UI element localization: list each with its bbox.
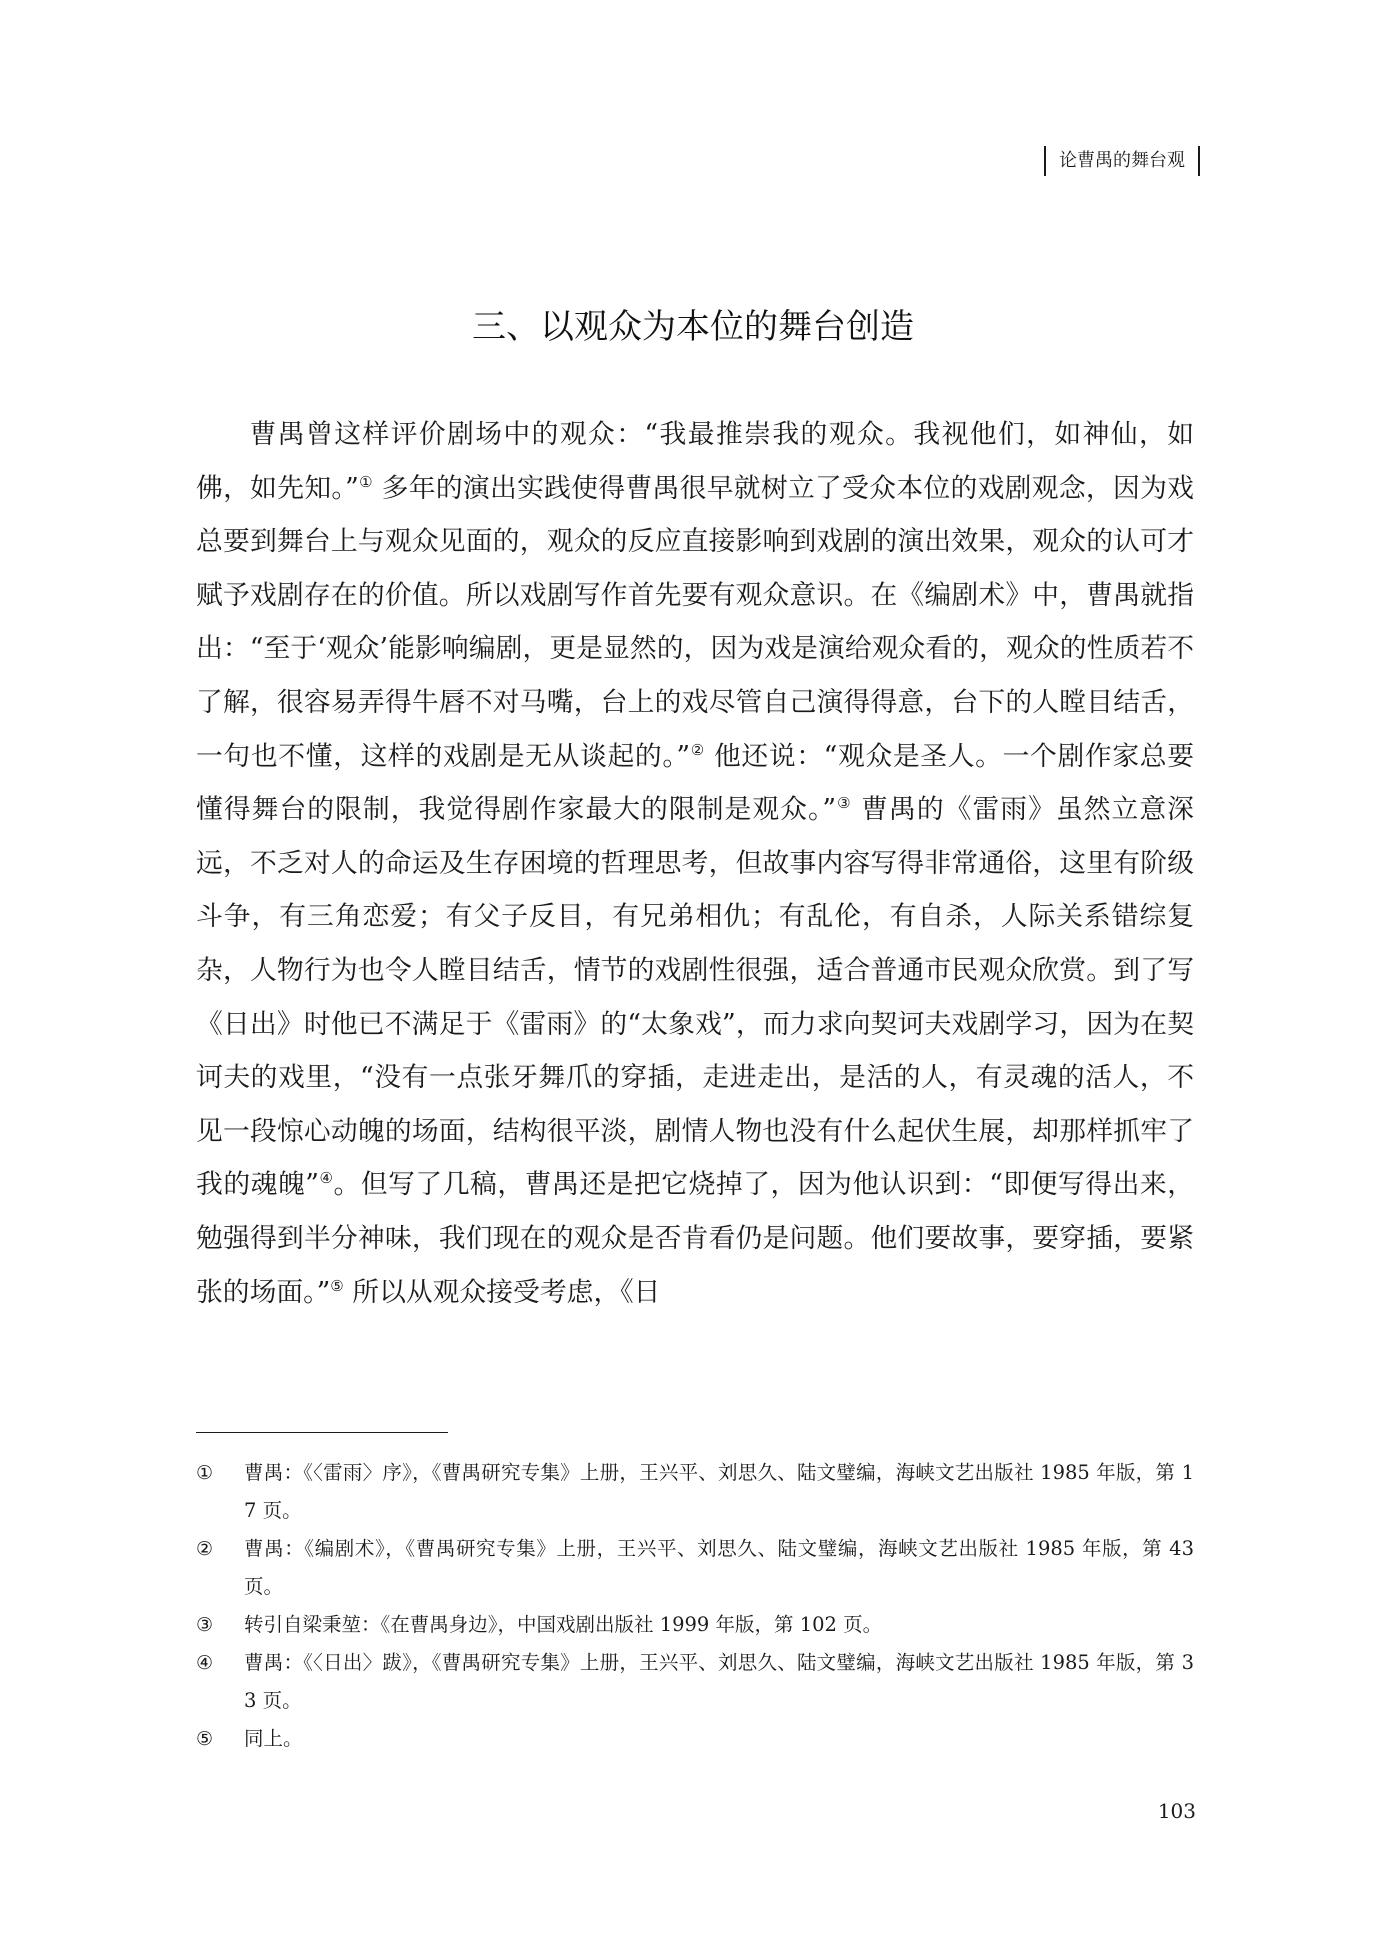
footnote-marker: ① — [196, 1462, 214, 1484]
body-text-segment: 曹禺曾这样评价剧场中的观众：“我最推崇我的观众。我视他们，如神仙，如佛，如先知。” — [196, 419, 1194, 504]
body-text-segment: 多年的演出实践使得曹禺很早就树立了受众本位的戏剧观念，因为戏总要到舞台上与观众见面的，观众的反应直接影响到戏剧的演出效果，观众的认可才赋予戏剧存在的价值。所以戏剧写作首先要有观众意识。在《编剧术》中，曹禺就指出：“至于‘观众’能影响编剧，更是显然的，因为戏是演给观众看的，观众的性质若不了解，很容易弄得牛唇不对马嘴，台上的戏尽管自己演得得意，台下的人瞠目结舌，一句也不懂，这样的戏剧是无从谈起的。” — [196, 472, 1194, 772]
footnote-marker: ③ — [196, 1614, 214, 1636]
footnote-text: 曹禺：《编剧术》，《曹禺研究专集》上册，王兴平、刘思久、陆文璧编，海峡文艺出版社 1985 年版，第 43 页。 — [244, 1537, 1194, 1598]
page-number: 103 — [1157, 1799, 1196, 1823]
running-header-title: 论曹禺的舞台观 — [1059, 150, 1185, 171]
body-text-segment: 他还说：“观众是圣人。一个剧作家总要懂得舞台的限制，我觉得剧作家最大的限制是观众。” — [196, 740, 1194, 826]
footnote-marker: ④ — [196, 1652, 214, 1674]
footnote-reference-2[interactable]: ② — [690, 740, 705, 759]
body-paragraph — [196, 408, 1194, 1319]
footnote-item — [196, 1644, 1194, 1720]
body-text-segment: 曹禺的《雷雨》虽然立意深远，不乏对人的命运及生存困境的哲理思考，但故事内容写得非常通俗，这里有阶级斗争，有三角恋爱；有父子反目，有兄弟相仇；有乱伦，有自杀，人际关系错综复杂，人物行为也令人瞠目结舌，情节的戏剧性很强，适合普通市民观众欣赏。到了写《日出》时他已不满足于《雷雨》的“太象戏”，而力求向契诃夫戏剧学习，因为在契诃夫的戏里，“没有一点张牙舞爪的穿插，走进走出，是活的人，有灵魂的活人，不见一段惊心动魄的场面，结构很平淡，剧情人物也没有什么起伏生展，却那样抓牢了我的魂魄” — [196, 794, 1194, 1201]
body-text-segment: 所以从观众接受考虑，《日 — [343, 1276, 661, 1308]
footnote-item — [196, 1606, 1194, 1644]
footnote-list — [196, 1454, 1194, 1758]
footnote-text: 曹禺：《〈雷雨〉序》，《曹禺研究专集》上册，王兴平、刘思久、陆文璧编，海峡文艺出版社 1985 年版，第 17 页。 — [244, 1461, 1194, 1522]
footnote-marker: ⑤ — [196, 1728, 214, 1750]
running-header — [1044, 146, 1200, 176]
body-text-segment: 。但写了几稿，曹禺还是把它烧掉了，因为他认识到：“即便写得出来，勉强得到半分神味，我们现在的观众是否肯看仍是问题。他们要故事，要穿插，要紧张的场面。” — [196, 1169, 1194, 1308]
footnote-item — [196, 1530, 1194, 1606]
section-title: 三、以观众为本位的舞台创造 — [472, 307, 914, 347]
footnote-text: 曹禺：《〈日出〉跋》，《曹禺研究专集》上册，王兴平、刘思久、陆文璧编，海峡文艺出版社 1985 年版，第 33 页。 — [244, 1651, 1194, 1712]
footnote-reference-5[interactable]: ⑤ — [330, 1276, 344, 1295]
footnote-item — [196, 1454, 1194, 1530]
footnote-reference-1[interactable]: ① — [358, 472, 373, 491]
footnote-text: 转引自梁秉堃：《在曹禺身边》，中国戏剧出版社 1999 年版，第 102 页。 — [244, 1613, 883, 1636]
footnote-divider — [196, 1432, 448, 1433]
footnote-marker: ② — [196, 1538, 214, 1560]
footnote-item — [196, 1720, 1194, 1758]
footnote-reference-3[interactable]: ③ — [836, 794, 852, 813]
footnote-reference-4[interactable]: ④ — [318, 1169, 334, 1188]
footnote-text: 同上。 — [244, 1727, 303, 1750]
